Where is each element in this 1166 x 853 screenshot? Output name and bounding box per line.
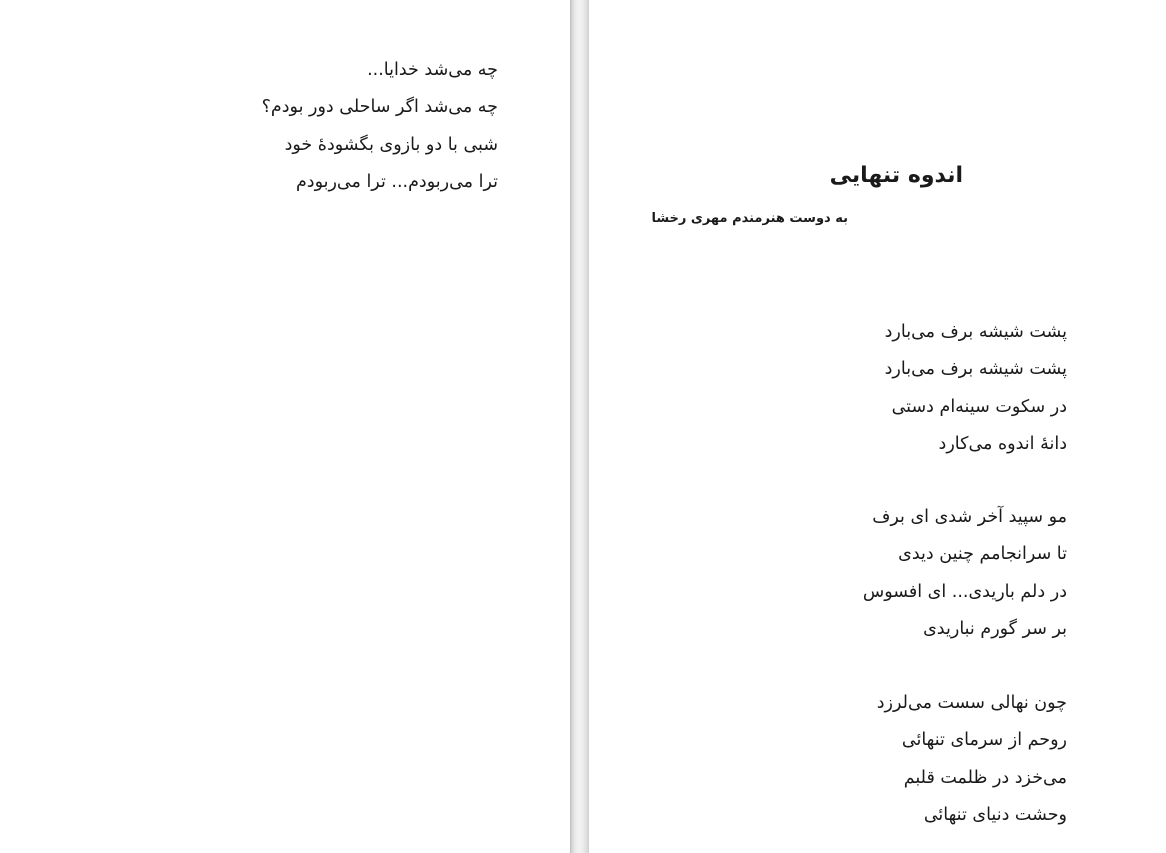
poem-line: دانهٔ اندوه می‌کارد — [938, 433, 1067, 454]
right-page — [589, 0, 1166, 853]
poem-stanza — [877, 685, 1067, 834]
poem-stanza — [885, 314, 1067, 463]
poem-stanza — [863, 499, 1067, 648]
poem-line: پشت شیشه برف می‌بارد — [884, 322, 1067, 342]
poem-title: اندوه تنهایی — [829, 163, 963, 188]
poem-line: بر سر گورم نباریدی — [923, 618, 1067, 639]
poem-line: در دلم باریدی... ای افسوس — [862, 581, 1067, 602]
poem-dedication: به دوست هنرمندم مهری رخشا — [651, 211, 848, 226]
poem-line: روحم از سرمای تنهائی — [901, 730, 1067, 751]
poem-line: مو سپید آخر شدی ای برف — [872, 507, 1067, 527]
poem-stanza — [262, 52, 498, 201]
poem-line: چه می‌شد اگر ساحلی دور بودم؟ — [261, 97, 498, 118]
poem-line: می‌خزد در ظلمت قلبم — [903, 767, 1067, 788]
poem-line: ترا می‌ربودم... ترا می‌ربودم — [295, 171, 498, 192]
poem-line: در سکوت سینه‌ام دستی — [891, 396, 1067, 417]
poem-line: وحشت دنیای تنهائی — [923, 804, 1067, 825]
poem-line: چه می‌شد خدایا... — [367, 60, 498, 80]
page-gutter — [570, 0, 589, 853]
poem-line: شبی با دو بازوی بگشودهٔ خود — [284, 134, 498, 155]
poem-line: چون نهالی سست می‌لرزد — [876, 693, 1067, 713]
poem-line: پشت شیشه برف می‌بارد — [884, 359, 1067, 380]
poem-line: تا سرانجامم چنین دیدی — [898, 544, 1067, 565]
left-page — [0, 0, 570, 853]
